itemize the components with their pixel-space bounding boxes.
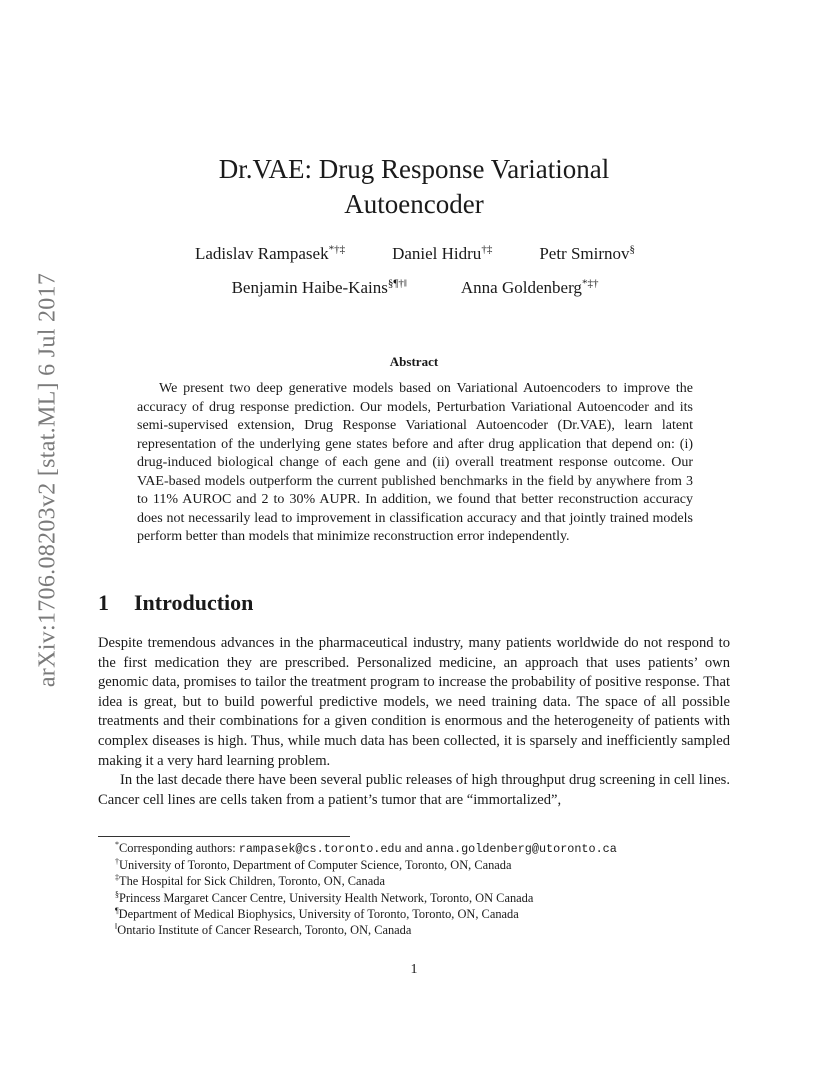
author-row-1 (120, 244, 710, 264)
abstract-heading: Abstract (389, 354, 439, 369)
footnotes (115, 840, 735, 938)
footnote-mark: † (115, 857, 119, 867)
page-number: 1 (410, 962, 418, 977)
footnote: §Princess Margaret Cancer Centre, University Health Network, Toronto, ON Canada (115, 889, 534, 905)
author: Benjamin Haibe-Kains§¶†‖ (231, 277, 407, 297)
abstract-text: We present two deep generative models based on Variational Autoencoders to improve the accuracy of drug response prediction. Our models, Perturbation Variational Autoencoder and its semi-supervised extension, Drug Response Variational Autoencoder (Dr.VAE), learn latent representation of the underlying gene states before and after drug application that depend on: (i) drug-induced biological change of each gene and (ii) overall treatment response outcome. Our VAE-based models outperform the current published benchmarks in the field by anywhere from 3 to 11% AUROC and 2 to 30% AUPR. In addition, we found that better reconstruction accuracy does not necessarily lead to improvement in classification accuracy and that jointly trained models perform better than models that minimize reconstruction error independently. (137, 381, 693, 544)
footnote-mark: ‖ (115, 921, 118, 931)
section-heading (98, 590, 253, 616)
author: Ladislav Rampasek*†‡ (194, 243, 346, 263)
author-affiliation-marks: § (629, 243, 636, 256)
author-affiliation-marks: †‡ (481, 243, 493, 256)
email-link[interactable]: anna.goldenberg@utoronto.ca (425, 842, 617, 856)
paragraph: In the last decade there have been several public releases of high throughput drug screening in cell lines. Cancer cell lines are cells taken from a patient’s tumor that are “immortalized”, (98, 772, 730, 808)
footnote-rule (98, 836, 350, 837)
section-number: 1 (98, 590, 109, 615)
footnote: *Corresponding authors: rampasek@cs.toronto.edu and anna.goldenberg@utoronto.ca (115, 839, 617, 856)
paragraph: Despite tremendous advances in the pharmaceutical industry, many patients worldwide do not respond to the first medication they are prescribed. Personalized medicine, an approach that uses patients’ own genomic data, promises to tailor the treatment program to increase the probability of positive response. That idea is great, but to build powerful predictive models, we need training data. The space of all possible treatments and their combinations for a given condition is enormous and the heterogeneity of patients with complex diseases is high. Thus, while much data has been collected, it is sparsely and inefficiently sampled making it a very hard learning problem. (98, 635, 730, 769)
author-affiliation-marks: §¶†‖ (387, 277, 407, 290)
author-row-2 (120, 278, 710, 298)
author: Anna Goldenberg*‡† (460, 277, 599, 297)
author-affiliation-marks: *†‡ (328, 243, 346, 256)
introduction-body (98, 634, 730, 810)
author: Daniel Hidru†‡ (392, 243, 493, 263)
footnote-mark: ‡ (115, 873, 119, 883)
footnote: ‖Ontario Institute of Cancer Research, Toronto, ON, Canada (115, 921, 412, 938)
footnote: †University of Toronto, Department of Computer Science, Toronto, ON, Canada (115, 857, 512, 873)
footnote-mark: ¶ (115, 905, 119, 915)
author: Petr Smirnov§ (539, 243, 636, 263)
author-affiliation-marks: *‡† (581, 277, 599, 290)
paper-title: Dr.VAE: Drug Response Variational Autoencoder (218, 154, 610, 219)
section-title: Introduction (134, 590, 254, 615)
email-link[interactable]: rampasek@cs.toronto.edu (238, 842, 402, 856)
footnote: ¶Department of Medical Biophysics, University of Toronto, Toronto, ON, Canada (115, 905, 519, 921)
arxiv-identifier: arXiv:1706.08203v2 [stat.ML] 6 Jul 2017 (34, 272, 61, 688)
footnote-mark: * (115, 839, 119, 849)
footnote: ‡The Hospital for Sick Children, Toronto, ON, Canada (115, 873, 385, 889)
footnote-mark: § (115, 889, 119, 899)
